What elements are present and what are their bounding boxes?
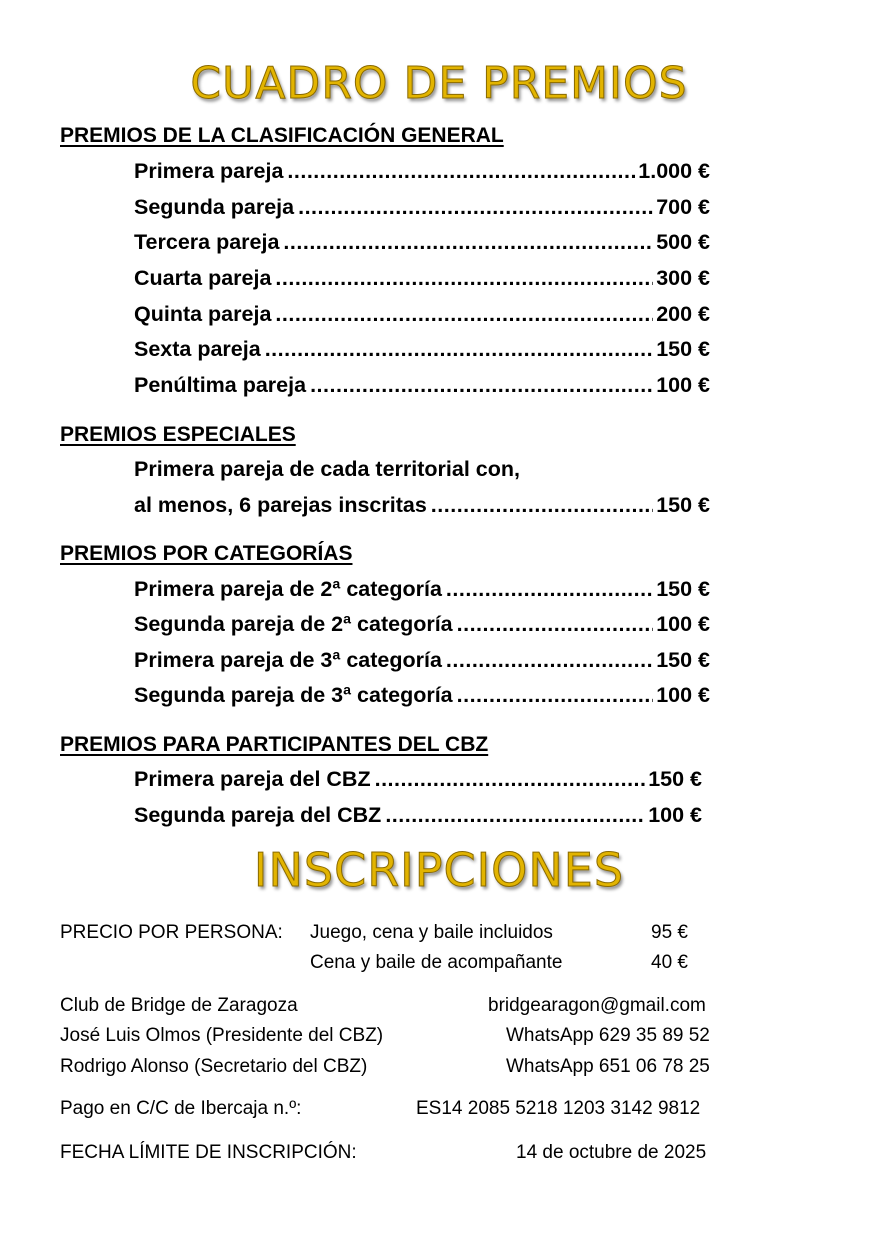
prize-label: al menos, 6 parejas inscritas [134,493,427,517]
price-amount: 95 € [651,922,688,943]
dot-leader [457,683,654,708]
section-heading-categorias: PREMIOS POR CATEGORÍAS [60,542,353,565]
page-title: CUADRO DE PREMIOS [190,58,688,109]
section-heading-general: PREMIOS DE LA CLASIFICACIÓN GENERAL [60,124,504,147]
contact-email[interactable]: bridgearagon@gmail.com [488,995,706,1016]
prize-amount: 150 € [656,493,710,517]
dot-leader [310,373,653,398]
prize-label: Quinta pareja [134,302,272,326]
section-heading-especiales: PREMIOS ESPECIALES [60,423,296,446]
section-heading-cbz: PREMIOS PARA PARTICIPANTES DEL CBZ [60,733,489,756]
prize-row [134,493,710,521]
prize-row [134,302,710,330]
prize-amount: 100 € [656,683,710,707]
prize-row [134,373,710,401]
dot-leader [275,266,653,291]
prize-label: Segunda pareja de 3ª categoría [134,683,453,707]
dot-leader [275,302,653,327]
dot-leader [265,337,653,362]
prize-row [134,683,710,711]
payment-label: Pago en C/C de Ibercaja n.º: [60,1098,302,1119]
prize-amount: 700 € [656,195,710,219]
dot-leader [446,648,653,673]
prize-label: Penúltima pareja [134,373,307,397]
prize-label: Primera pareja [134,159,284,183]
prize-amount: 300 € [656,266,710,290]
prize-row [134,159,710,187]
prize-amount: 150 € [656,337,710,361]
prize-row [134,230,710,258]
price-description: Cena y baile de acompañante [310,952,563,973]
prize-row [134,337,710,365]
price-description: Juego, cena y baile incluidos [310,922,553,943]
contact-name: Rodrigo Alonso (Secretario del CBZ) [60,1056,368,1077]
prize-row [134,648,710,676]
dot-leader [457,612,654,637]
prize-amount: 150 € [656,648,710,672]
prize-description [134,457,710,485]
prize-amount: 500 € [656,230,710,254]
contact-name: José Luis Olmos (Presidente del CBZ) [60,1025,384,1046]
prize-label: Primera pareja de 2ª categoría [134,577,442,601]
deadline-date: 14 de octubre de 2025 [516,1142,707,1163]
prize-label: Segunda pareja del CBZ [134,803,382,827]
prize-row [134,195,710,223]
prize-row [134,803,702,831]
prize-amount: 1.000 € [638,159,710,183]
prize-label: Segunda pareja de 2ª categoría [134,612,453,636]
contact-name: Club de Bridge de Zaragoza [60,995,298,1016]
dot-leader [283,230,653,255]
dot-leader [375,767,646,792]
prize-label: Tercera pareja [134,230,280,254]
price-amount: 40 € [651,952,688,973]
dot-leader [287,159,635,184]
deadline-label: FECHA LÍMITE DE INSCRIPCIÓN: [60,1142,357,1163]
dot-leader [385,803,645,828]
dot-leader [446,577,653,602]
prize-amount: 100 € [656,373,710,397]
prize-label: Primera pareja de cada territorial con, [134,457,520,481]
inscripciones-title: INSCRIPCIONES [253,843,625,897]
payment-iban: ES14 2085 5218 1203 3142 9812 [416,1098,701,1119]
prize-amount: 150 € [648,767,702,791]
prize-label: Primera pareja de 3ª categoría [134,648,442,672]
prize-label: Sexta pareja [134,337,261,361]
prize-amount: 150 € [656,577,710,601]
prize-amount: 200 € [656,302,710,326]
prize-label: Primera pareja del CBZ [134,767,371,791]
prize-row [134,767,702,795]
dot-leader [431,493,653,518]
contact-phone: WhatsApp 651 06 78 25 [506,1056,710,1077]
contact-phone: WhatsApp 629 35 89 52 [506,1025,710,1046]
prize-label: Cuarta pareja [134,266,272,290]
prize-row [134,612,710,640]
prize-row [134,266,710,294]
dot-leader [298,195,653,220]
prize-row [134,577,710,605]
price-label: PRECIO POR PERSONA: [60,922,283,943]
prize-label: Segunda pareja [134,195,295,219]
prize-amount: 100 € [648,803,702,827]
prize-amount: 100 € [656,612,710,636]
